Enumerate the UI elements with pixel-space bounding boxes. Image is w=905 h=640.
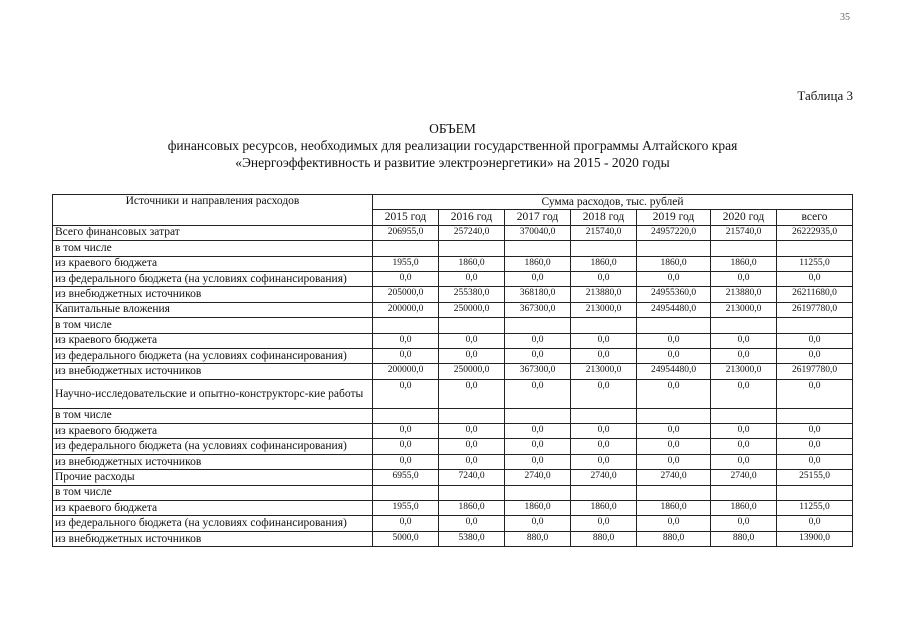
heading-title: ОБЪЕМ: [429, 121, 476, 136]
row-value: [505, 408, 571, 423]
row-value: 0,0: [373, 424, 439, 439]
row-value: 0,0: [637, 333, 711, 348]
row-value: 1860,0: [439, 501, 505, 516]
row-value: 215740,0: [711, 225, 777, 240]
row-value: 0,0: [439, 454, 505, 469]
row-value: 257240,0: [439, 225, 505, 240]
row-value: [777, 241, 853, 256]
row-value: 213000,0: [711, 364, 777, 379]
row-label: из краевого бюджета: [53, 424, 373, 439]
page-number: 35: [840, 12, 850, 23]
row-value: 367300,0: [505, 364, 571, 379]
row-value: 0,0: [637, 348, 711, 363]
row-value: [637, 241, 711, 256]
table-row: [53, 424, 853, 439]
row-value: 250000,0: [439, 302, 505, 317]
row-value: 0,0: [637, 379, 711, 408]
row-value: 0,0: [505, 439, 571, 454]
row-value: 213000,0: [571, 302, 637, 317]
row-value: [637, 485, 711, 500]
row-value: 1860,0: [711, 256, 777, 271]
row-value: 0,0: [777, 379, 853, 408]
row-value: 0,0: [571, 333, 637, 348]
row-label: из краевого бюджета: [53, 333, 373, 348]
row-value: [571, 408, 637, 423]
header-sources: Источники и направления расходов: [53, 195, 373, 226]
row-value: 5380,0: [439, 531, 505, 546]
row-value: 880,0: [505, 531, 571, 546]
row-value: 0,0: [711, 424, 777, 439]
row-value: 1860,0: [505, 501, 571, 516]
row-value: 0,0: [571, 348, 637, 363]
row-value: 0,0: [373, 333, 439, 348]
row-label: Всего финансовых затрат: [53, 225, 373, 240]
table-label: Таблица 3: [797, 88, 853, 103]
row-value: 0,0: [711, 379, 777, 408]
document-heading: [0, 120, 905, 171]
row-value: 0,0: [505, 379, 571, 408]
row-value: 0,0: [373, 454, 439, 469]
row-value: 213880,0: [711, 287, 777, 302]
row-value: 0,0: [637, 516, 711, 531]
financial-resources-table: [52, 194, 853, 547]
row-label: из краевого бюджета: [53, 256, 373, 271]
row-value: 0,0: [505, 333, 571, 348]
row-value: 213000,0: [571, 364, 637, 379]
row-value: 1860,0: [505, 256, 571, 271]
row-value: 2740,0: [571, 470, 637, 485]
year-header-6: всего: [777, 210, 853, 225]
row-label: из краевого бюджета: [53, 501, 373, 516]
row-value: [777, 318, 853, 333]
row-value: [373, 408, 439, 423]
year-header-4: 2019 год: [637, 210, 711, 225]
row-value: 213880,0: [571, 287, 637, 302]
row-value: 880,0: [571, 531, 637, 546]
row-value: 1860,0: [571, 501, 637, 516]
row-value: 0,0: [439, 516, 505, 531]
year-header-5: 2020 год: [711, 210, 777, 225]
row-value: 0,0: [439, 348, 505, 363]
table-row: [53, 501, 853, 516]
row-value: 250000,0: [439, 364, 505, 379]
table-body: [53, 225, 853, 546]
row-value: [439, 485, 505, 500]
row-value: 1860,0: [439, 256, 505, 271]
row-value: 880,0: [711, 531, 777, 546]
row-value: 0,0: [711, 439, 777, 454]
row-value: 5000,0: [373, 531, 439, 546]
row-value: 0,0: [373, 379, 439, 408]
row-value: 0,0: [777, 271, 853, 286]
table-row: [53, 225, 853, 240]
row-label: Научно-исследовательские и опытно-конструкторс-кие работы: [53, 379, 373, 408]
row-value: 6955,0: [373, 470, 439, 485]
row-value: 0,0: [777, 439, 853, 454]
row-value: 255380,0: [439, 287, 505, 302]
year-header-0: 2015 год: [373, 210, 439, 225]
row-value: 26197780,0: [777, 364, 853, 379]
row-label: из федерального бюджета (на условиях софинансирования): [53, 348, 373, 363]
row-value: 0,0: [439, 271, 505, 286]
row-value: [637, 408, 711, 423]
row-value: 13900,0: [777, 531, 853, 546]
row-value: [571, 241, 637, 256]
header-sum: Сумма расходов, тыс. рублей: [373, 195, 853, 210]
heading-subtitle-line-1: финансовых ресурсов, необходимых для реализации государственной программы Алтайского края: [167, 138, 738, 153]
row-value: 0,0: [777, 516, 853, 531]
row-label: в том числе: [53, 408, 373, 423]
row-value: 0,0: [505, 348, 571, 363]
table-row: [53, 379, 853, 408]
row-value: [439, 408, 505, 423]
row-value: [505, 485, 571, 500]
row-label: из федерального бюджета (на условиях софинансирования): [53, 271, 373, 286]
row-label: в том числе: [53, 318, 373, 333]
table-row: [53, 408, 853, 423]
table-row: [53, 454, 853, 469]
row-value: [571, 318, 637, 333]
table-row: [53, 241, 853, 256]
table-row: [53, 531, 853, 546]
table-row: [53, 256, 853, 271]
row-value: 26211680,0: [777, 287, 853, 302]
row-value: 213000,0: [711, 302, 777, 317]
row-value: [373, 241, 439, 256]
row-value: 2740,0: [637, 470, 711, 485]
row-value: [505, 241, 571, 256]
row-value: 0,0: [571, 454, 637, 469]
row-value: [711, 241, 777, 256]
row-label: в том числе: [53, 241, 373, 256]
row-value: 0,0: [505, 424, 571, 439]
row-value: 0,0: [505, 271, 571, 286]
row-value: 0,0: [711, 454, 777, 469]
row-value: 0,0: [637, 454, 711, 469]
table-row: [53, 485, 853, 500]
row-value: [505, 318, 571, 333]
row-value: 11255,0: [777, 501, 853, 516]
row-value: 26197780,0: [777, 302, 853, 317]
row-value: 0,0: [637, 424, 711, 439]
row-value: 0,0: [571, 424, 637, 439]
row-value: 0,0: [439, 439, 505, 454]
row-value: 0,0: [637, 271, 711, 286]
row-value: 0,0: [439, 379, 505, 408]
row-label: из внебюджетных источников: [53, 454, 373, 469]
row-value: 0,0: [373, 271, 439, 286]
row-value: [711, 408, 777, 423]
row-value: 367300,0: [505, 302, 571, 317]
row-value: [637, 318, 711, 333]
table-row: [53, 439, 853, 454]
row-value: 368180,0: [505, 287, 571, 302]
row-value: 0,0: [711, 333, 777, 348]
row-value: 1860,0: [637, 501, 711, 516]
year-header-1: 2016 год: [439, 210, 505, 225]
table-row: [53, 302, 853, 317]
row-value: 24954480,0: [637, 364, 711, 379]
row-value: 7240,0: [439, 470, 505, 485]
row-value: 1955,0: [373, 501, 439, 516]
year-header-3: 2018 год: [571, 210, 637, 225]
row-value: 11255,0: [777, 256, 853, 271]
row-value: [571, 485, 637, 500]
row-value: 880,0: [637, 531, 711, 546]
row-value: 200000,0: [373, 302, 439, 317]
row-value: 0,0: [439, 333, 505, 348]
row-label: Прочие расходы: [53, 470, 373, 485]
row-label: из внебюджетных источников: [53, 364, 373, 379]
row-value: [439, 241, 505, 256]
row-value: [373, 318, 439, 333]
table-row: [53, 516, 853, 531]
row-value: 0,0: [571, 379, 637, 408]
row-value: 2740,0: [505, 470, 571, 485]
row-label: в том числе: [53, 485, 373, 500]
row-value: 26222935,0: [777, 225, 853, 240]
row-value: 0,0: [439, 424, 505, 439]
row-value: 0,0: [777, 454, 853, 469]
row-value: 1860,0: [711, 501, 777, 516]
table-row: [53, 287, 853, 302]
table-row: [53, 364, 853, 379]
row-value: 25155,0: [777, 470, 853, 485]
row-value: 1860,0: [571, 256, 637, 271]
row-value: 0,0: [505, 454, 571, 469]
row-label: Капитальные вложения: [53, 302, 373, 317]
row-value: 2740,0: [711, 470, 777, 485]
table-row: [53, 348, 853, 363]
row-value: 24957220,0: [637, 225, 711, 240]
year-header-2: 2017 год: [505, 210, 571, 225]
row-value: 0,0: [373, 516, 439, 531]
row-value: [777, 408, 853, 423]
row-value: 0,0: [571, 271, 637, 286]
table-header: [53, 195, 853, 226]
row-label: из внебюджетных источников: [53, 531, 373, 546]
row-value: 0,0: [505, 516, 571, 531]
table-row: [53, 271, 853, 286]
row-value: [777, 485, 853, 500]
row-value: 0,0: [777, 348, 853, 363]
heading-subtitle-line-2: «Энергоэффективность и развитие электроэнергетики» на 2015 - 2020 годы: [235, 155, 670, 170]
row-value: 24955360,0: [637, 287, 711, 302]
row-value: [439, 318, 505, 333]
row-value: 0,0: [373, 439, 439, 454]
row-value: 1955,0: [373, 256, 439, 271]
row-value: 205000,0: [373, 287, 439, 302]
table-row: [53, 470, 853, 485]
row-value: 1860,0: [637, 256, 711, 271]
row-value: 200000,0: [373, 364, 439, 379]
row-value: 0,0: [637, 439, 711, 454]
row-value: [373, 485, 439, 500]
row-value: 0,0: [373, 348, 439, 363]
row-value: [711, 485, 777, 500]
row-label: из федерального бюджета (на условиях софинансирования): [53, 516, 373, 531]
row-value: [711, 318, 777, 333]
row-value: 370040,0: [505, 225, 571, 240]
table-row: [53, 333, 853, 348]
row-label: из федерального бюджета (на условиях софинансирования): [53, 439, 373, 454]
row-label: из внебюджетных источников: [53, 287, 373, 302]
table-row: [53, 318, 853, 333]
row-value: 0,0: [711, 516, 777, 531]
row-value: 0,0: [711, 271, 777, 286]
row-value: 0,0: [777, 424, 853, 439]
row-value: 0,0: [777, 333, 853, 348]
row-value: 0,0: [711, 348, 777, 363]
row-value: 215740,0: [571, 225, 637, 240]
row-value: 0,0: [571, 439, 637, 454]
row-value: 0,0: [571, 516, 637, 531]
row-value: 24954480,0: [637, 302, 711, 317]
row-value: 206955,0: [373, 225, 439, 240]
